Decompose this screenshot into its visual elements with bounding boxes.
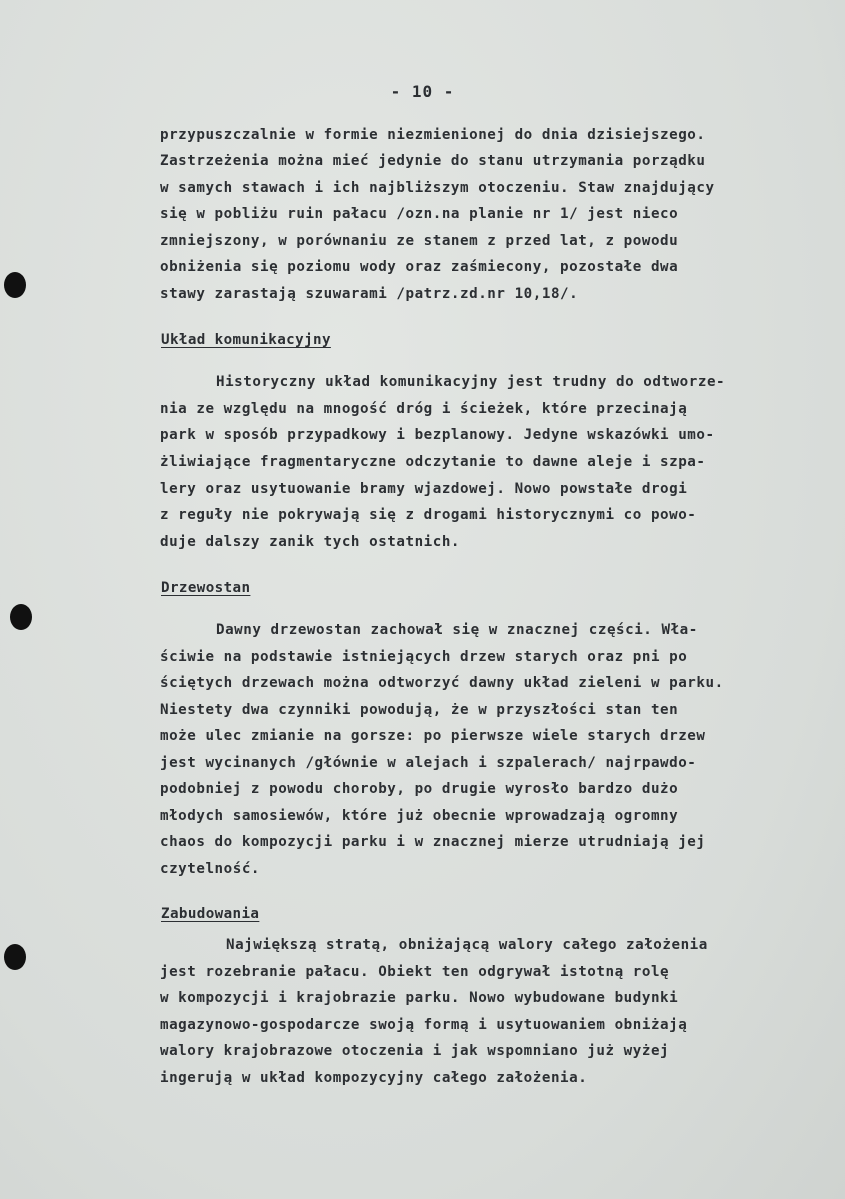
text-line: obniżenia się poziomu wody oraz zaśmiecony, pozostałe dwa <box>160 259 679 275</box>
punch-hole <box>4 944 26 970</box>
text-line: nia ze względu na mnogość dróg i ścieżek, które przecinają <box>160 401 688 417</box>
text-line: lery oraz usytuowanie bramy wjazdowej. Nowo powstałe drogi <box>160 481 688 497</box>
text-line: Zastrzeżenia można mieć jedynie do stanu utrzymania porządku <box>160 153 706 169</box>
text-line: w samych stawach i ich najbliższym otoczeniu. Staw znajdujący <box>160 180 715 196</box>
text-line: młodych samosiewów, które już obecnie wprowadzają ogromny <box>160 808 679 824</box>
text-line: duje dalszy zanik tych ostatnich. <box>160 534 461 550</box>
text-line: z reguły nie pokrywają się z drogami historycznymi co powo- <box>160 507 697 523</box>
text-line: jest wycinanych /głównie w alejach i szpalerach/ najrpawdo- <box>160 755 697 771</box>
text-line: Niestety dwa czynniki powodują, że w przyszłości stan ten <box>160 702 679 718</box>
text-line: Dawny drzewostan zachował się w znacznej części. Wła- <box>216 622 698 638</box>
section-heading-zabudowania: Zabudowania <box>161 906 260 922</box>
text-line: podobniej z powodu choroby, po drugie wyrosło bardzo dużo <box>160 781 679 797</box>
text-line: Największą stratą, obniżającą walory całego założenia <box>226 937 708 953</box>
text-line: przypuszczalnie w formie niezmienionej do dnia dzisiejszego. <box>160 127 706 143</box>
text-line: w kompozycji i krajobrazie parku. Nowo wybudowane budynki <box>160 990 679 1006</box>
text-line: czytelność. <box>160 861 261 877</box>
text-line: chaos do kompozycji parku i w znacznej mierze utrudniają jej <box>160 834 706 850</box>
text-line: Historyczny układ komunikacyjny jest trudny do odtworze- <box>216 374 726 390</box>
text-line: jest rozebranie pałacu. Obiekt ten odgrywał istotną rolę <box>160 964 670 980</box>
text-line: może ulec zmianie na gorsze: po pierwsze wiele starych drzew <box>160 728 706 744</box>
text-line: magazynowo-gospodarcze swoją formą i usytuowaniem obniżają <box>160 1017 688 1033</box>
text-line: żliwiające fragmentaryczne odczytanie to dawne aleje i szpa- <box>160 454 706 470</box>
text-line: ściwie na podstawie istniejących drzew starych oraz pni po <box>160 649 688 665</box>
text-line: ściętych drzewach można odtworzyć dawny układ zieleni w parku. <box>160 675 724 691</box>
text-line: park w sposób przypadkowy i bezplanowy. Jedyne wskazówki umo- <box>160 427 715 443</box>
text-line: się w pobliżu ruin pałacu /ozn.na planie nr 1/ jest nieco <box>160 206 679 222</box>
text-line: stawy zarastają szuwarami /patrz.zd.nr 10,18/. <box>160 286 579 302</box>
page-number: - 10 - <box>390 82 455 101</box>
text-line: walory krajobrazowe otoczenia i jak wspomniano już wyżej <box>160 1043 670 1059</box>
punch-hole <box>4 272 26 298</box>
text-line: ingerują w układ kompozycyjny całego założenia. <box>160 1070 588 1086</box>
section-heading-uklad-komunikacyjny: Układ komunikacyjny <box>161 332 331 348</box>
section-heading-drzewostan: Drzewostan <box>161 580 251 596</box>
punch-hole <box>10 604 32 630</box>
text-line: zmniejszony, w porównaniu ze stanem z przed lat, z powodu <box>160 233 679 249</box>
